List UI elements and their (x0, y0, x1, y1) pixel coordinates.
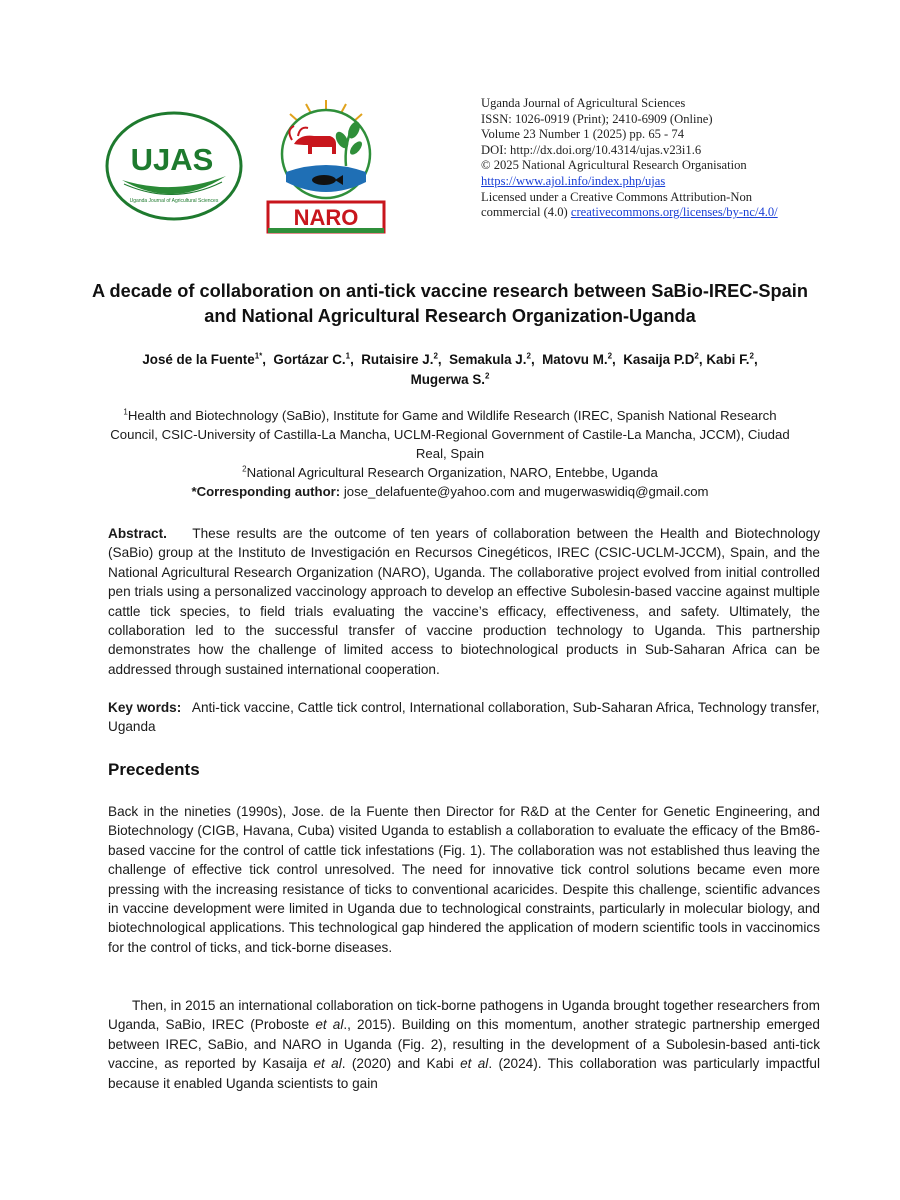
license-prefix: commercial (4.0) (481, 205, 571, 220)
author-affiliation-marker: 2 (694, 351, 699, 361)
et-al-italic: et al (315, 1017, 344, 1033)
affiliation-2 (108, 463, 792, 482)
paragraph-2-part: Then, in 2015 an international collaboration on tick-borne pathogens in Uganda brought together researchers from Uganda, SaBio, IREC (Proboste (108, 998, 820, 1033)
affiliations (108, 406, 792, 501)
section-heading-precedents: Precedents (108, 760, 200, 779)
paragraph-1: Back in the nineties (1990s), Jose. de la Fuente then Director for R&D at the Center for Genetic Engineering, and Biotechnology (CIGB, Havana, Cuba) visited Uganda to establish a collaboration to evaluate the efficacy of the Bm86-based vaccine for the control of cattle tick infestations (Fig. 1). The collaboration was not established thus leaving the challenge of effective tick control unresolved. The need for innovative tick control solutions became even more pressing with the increasing resistance of ticks to conventional acaricides. Despite this challenge, scientific advances in vaccine development were limited in Uganda due to technological constraints, particularly in molecular biology, and biotechnological applications. This technological gap hindered the application of modern scientific tools in vaccinomics for the control of ticks, and tick-borne diseases. (108, 804, 820, 955)
abstract-text: These results are the outcome of ten years of collaboration between the Health and Biotechnology (SaBio) group at the Instituto de Investigación en Recursos Cinegéticos, IREC (CSIC-UCLM-JCCM), Spain, and the National Agricultural Research Organization (NARO), Uganda. The collaborative project evolved from initial controlled pen trials using a personalized vaccinology approach to develop an effective Subolesin-based vaccine against multiple cattle tick species, to field trials evaluating the vaccine’s efficacy, effectiveness, and safety. Ultimately, the collaboration led to the successful transfer of vaccine production technology to Uganda. This partnership demonstrates how the challenge of limited access to biotechnological products in Sub-Saharan Africa can be addressed through sustained international cooperation. (108, 526, 820, 677)
abstract (108, 524, 820, 679)
author-affiliation-marker: 1 (345, 351, 351, 361)
affiliation-marker: 2 (242, 464, 247, 474)
keywords (108, 698, 820, 737)
affiliation-text: National Agricultural Research Organization, NARO, Entebbe, Uganda (246, 465, 658, 480)
author-name: Matovu M. (542, 352, 608, 367)
paragraph-2-part: ., 2015). Building on this momentum, another strategic partnership emerged between IREC, SaBio, and NARO in Uganda (Fig. 2), resulting in the development of a Subolesin-based anti-tick vaccine, as reported by Kasaija (108, 1017, 820, 1072)
corresponding-author-label: *Corresponding author: (191, 484, 341, 499)
abstract-label: Abstract. (108, 526, 167, 541)
author-affiliation-marker: 1* (254, 351, 263, 361)
license-line-1: Licensed under a Creative Commons Attribution-Non (481, 189, 753, 204)
author-affiliation-marker: 2 (526, 351, 531, 361)
author-name: Rutaisire J. (361, 352, 434, 367)
license-link[interactable]: creativecommons.org/licenses/by-nc/4.0/ (570, 205, 778, 220)
corresponding-author-emails: jose_delafuente@yahoo.com and mugerwaswidiq@gmail.com (340, 484, 709, 499)
et-al-italic: et al (460, 1056, 489, 1072)
ujas-logo (104, 110, 244, 222)
paragraph-2 (108, 996, 820, 1093)
paragraph-2-part: . (2024). This collaboration was particularly impactful because it enabled Uganda scientists to gain (108, 1056, 821, 1091)
paper-title: A decade of collaboration on anti-tick vaccine research between SaBio-IREC-Spain and National Agricultural Research Organization-Uganda (92, 281, 808, 326)
journal-info (481, 96, 841, 221)
header-logos (104, 96, 394, 241)
journal-copyright: © 2025 National Agricultural Research Organisation (481, 158, 747, 173)
keywords-text: Anti-tick vaccine, Cattle tick control, International collaboration, Sub-Saharan Africa, Technology transfer, Uganda (108, 700, 820, 735)
ujas-logo-subtext: Uganda Journal of Agricultural Sciences (129, 198, 219, 204)
keywords-label: Key words: (108, 700, 182, 715)
author-list: José de la Fuente$^{1*}$, Gortázar C.$^1$, Rutaisire J.$^2$, Semakula J.$^2$, Matovu M.$^2$, Kasaija $P.D^2$, Kabi F.$^2$, Mugerwa S.$^2$ (142, 351, 758, 387)
journal-url-link[interactable]: https://www.ajol.info/index.php/ujas (481, 173, 666, 188)
author-name: Mugerwa S. (410, 372, 485, 387)
journal-volume: Volume 23 Number 1 (2025) pp. 65 - 74 (481, 127, 684, 142)
naro-logo (264, 96, 388, 236)
author-affiliation-marker: 2 (607, 351, 613, 361)
et-al-italic: et al (313, 1056, 342, 1072)
corresponding-author (108, 482, 792, 501)
affiliation-marker: 1 (123, 407, 128, 417)
affiliation-1 (108, 406, 792, 463)
paragraph-2-part: . (2020) and Kabi (341, 1056, 461, 1072)
author-affiliation-marker: 2 (484, 371, 490, 381)
author-affiliation-marker: 2 (749, 351, 754, 361)
license-line-2 (481, 205, 841, 221)
affiliation-text: Health and Biotechnology (SaBio), Institute for Game and Wildlife Research (IREC, Spanish National Research Council, CSIC-University of Castilla-La Mancha, UCLM-Regional Government of Castile-La Mancha, JCCM), Ciudad Real, Spain (110, 408, 790, 461)
author-name: Kabi F. (706, 352, 750, 367)
author-affiliation-marker: 2 (433, 351, 438, 361)
author-name: Gortázar C. (273, 352, 346, 367)
ujas-logo-text: UJAS (130, 142, 214, 177)
journal-doi: DOI: http://dx.doi.org/10.4314/ujas.v23i1.6 (481, 142, 702, 157)
naro-logo-text: NARO (293, 205, 359, 230)
journal-name: Uganda Journal of Agricultural Sciences (481, 96, 686, 110)
author-name: José de la Fuente (142, 352, 255, 367)
author-name: Kasaija P.D (623, 352, 695, 367)
journal-issn: ISSN: 1026-0919 (Print); 2410-6909 (Online) (481, 111, 713, 126)
author-name: Semakula J. (449, 352, 527, 367)
